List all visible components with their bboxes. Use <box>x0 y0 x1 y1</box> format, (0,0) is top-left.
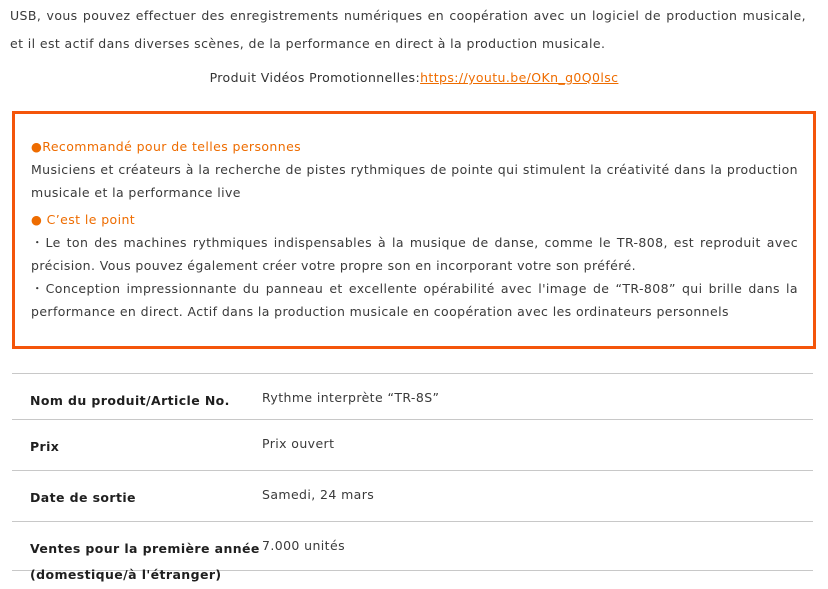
point-item-2: ・Conception impressionnante du panneau et excellente opérabilité avec l'image de “TR-808” qui brille dans la performance en direct. Actif dans la production musicale en coopération avec les ordinateurs personnels <box>31 281 798 319</box>
row-value: Prix ouvert <box>262 436 335 451</box>
table-row-first-year-sales <box>12 521 813 582</box>
recommended-text: Musiciens et créateurs à la recherche de pistes rythmiques de pointe qui stimulent la créativité dans la production musicale et la performance live <box>31 162 798 200</box>
table-row-release-date <box>12 470 813 521</box>
row-label-text: Ventes pour la première année <box>30 541 260 556</box>
promo-line <box>0 64 828 92</box>
point-heading: ● C’est le point <box>31 212 136 227</box>
promo-label: Produit Vidéos Promotionnelles: <box>209 70 421 85</box>
row-value: Samedi, 24 mars <box>262 487 375 502</box>
row-label <box>30 434 262 460</box>
point-item-1: ・Le ton des machines rythmiques indispensables à la musique de danse, comme le TR-808, est reproduit avec précision. Vous pouvez également créer votre propre son en incorporant votre son préféré. <box>31 235 798 273</box>
row-label <box>30 388 262 414</box>
intro-paragraph: USB, vous pouvez effectuer des enregistrements numériques en coopération avec un logiciel de production musicale, et il est actif dans diverses scènes, de la performance en direct à la production musicale. <box>10 8 806 51</box>
row-label-text-line2: (domestique/à l'étranger) <box>30 567 222 582</box>
spec-table <box>12 373 813 582</box>
row-label-text: Nom du produit/Article No. <box>30 393 230 408</box>
row-value: 7.000 unités <box>262 538 345 553</box>
table-row-price <box>12 419 813 470</box>
row-label-text: Date de sortie <box>30 490 136 505</box>
row-label <box>30 536 262 588</box>
promo-video-link[interactable]: https://youtu.be/OKn_g0Q0lsc <box>420 70 619 85</box>
row-label-text: Prix <box>30 439 60 454</box>
highlight-box <box>12 111 816 349</box>
row-label <box>30 485 262 511</box>
table-row-product-name <box>12 373 813 419</box>
row-value: Rythme interprète “TR-8S” <box>262 390 440 405</box>
recommended-heading: ●Recommandé pour de telles personnes <box>31 139 302 154</box>
